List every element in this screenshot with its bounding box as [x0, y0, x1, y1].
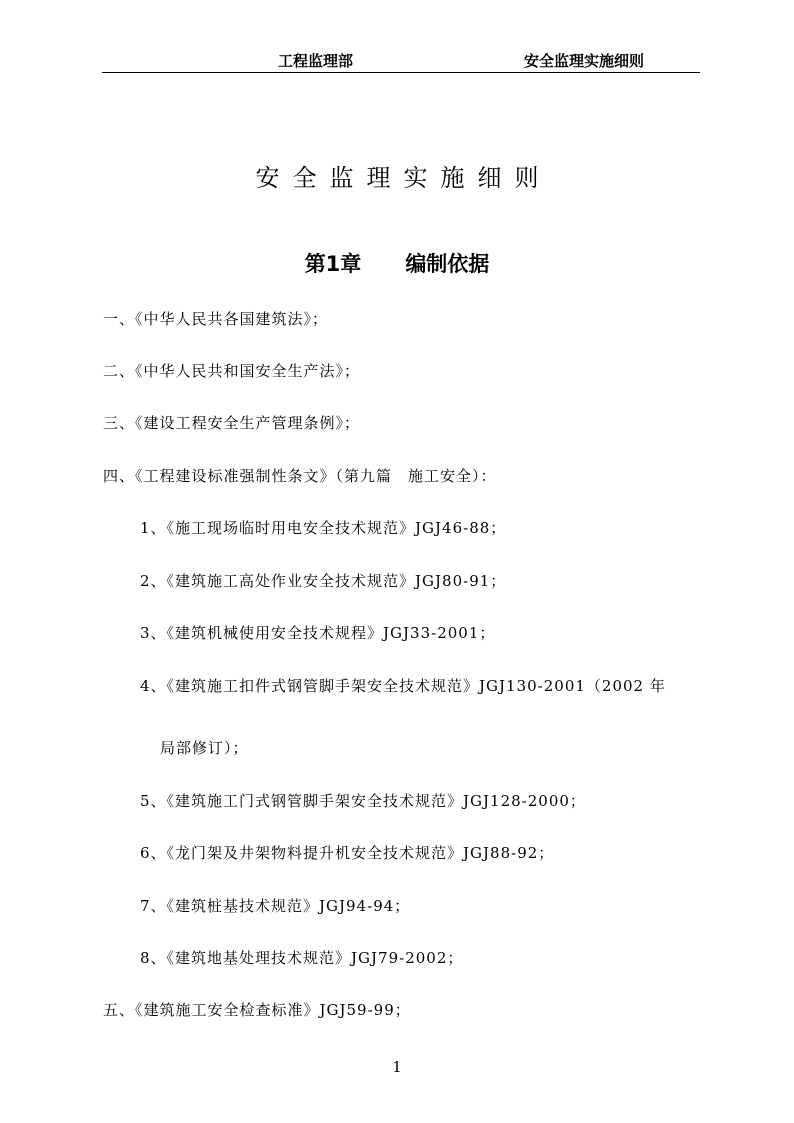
header-rule	[102, 72, 700, 73]
list-subitem: 6、《龙门架及井架物料提升机安全技术规范》JGJ88-92；	[140, 844, 555, 862]
chapter-name: 编制依据	[405, 252, 490, 276]
list-subitem: 5、《建筑施工门式钢管脚手架安全技术规范》JGJ128-2000；	[140, 792, 586, 810]
header-left: 工程监理部	[278, 52, 354, 70]
list-item: 四、《工程建设标准强制性条文》（第九篇 施工安全）：	[103, 467, 497, 485]
list-item: 三、《建设工程安全生产管理条例》；	[103, 414, 361, 432]
list-item: 二、《中华人民共和国安全生产法》；	[103, 362, 361, 380]
list-item: 五、《建筑施工安全检查标准》JGJ59-99；	[103, 1001, 411, 1019]
list-item: 一、《中华人民共各国建筑法》；	[103, 310, 329, 328]
list-subitem: 3、《建筑机械使用安全技术规程》JGJ33-2001；	[140, 624, 496, 642]
list-subitem-continuation: 局部修订）；	[160, 739, 249, 757]
document-title: 安全监理实施细则	[255, 164, 552, 192]
chapter-heading	[0, 248, 794, 278]
chapter-number: 第1章	[304, 252, 362, 276]
header-right: 安全监理实施细则	[524, 52, 645, 70]
list-subitem: 4、《建筑施工扣件式钢管脚手架安全技术规范》JGJ130-2001（2002 年	[140, 677, 666, 695]
list-subitem: 7、《建筑桩基技术规范》JGJ94-94；	[140, 897, 411, 915]
list-subitem: 1、《施工现场临时用电安全技术规范》JGJ46-88；	[140, 519, 507, 537]
list-subitem: 8、《建筑地基处理技术规范》JGJ79-2002；	[140, 949, 464, 967]
list-subitem: 2、《建筑施工高处作业安全技术规范》JGJ80-91；	[140, 572, 507, 590]
page-number: 1	[392, 1058, 402, 1076]
